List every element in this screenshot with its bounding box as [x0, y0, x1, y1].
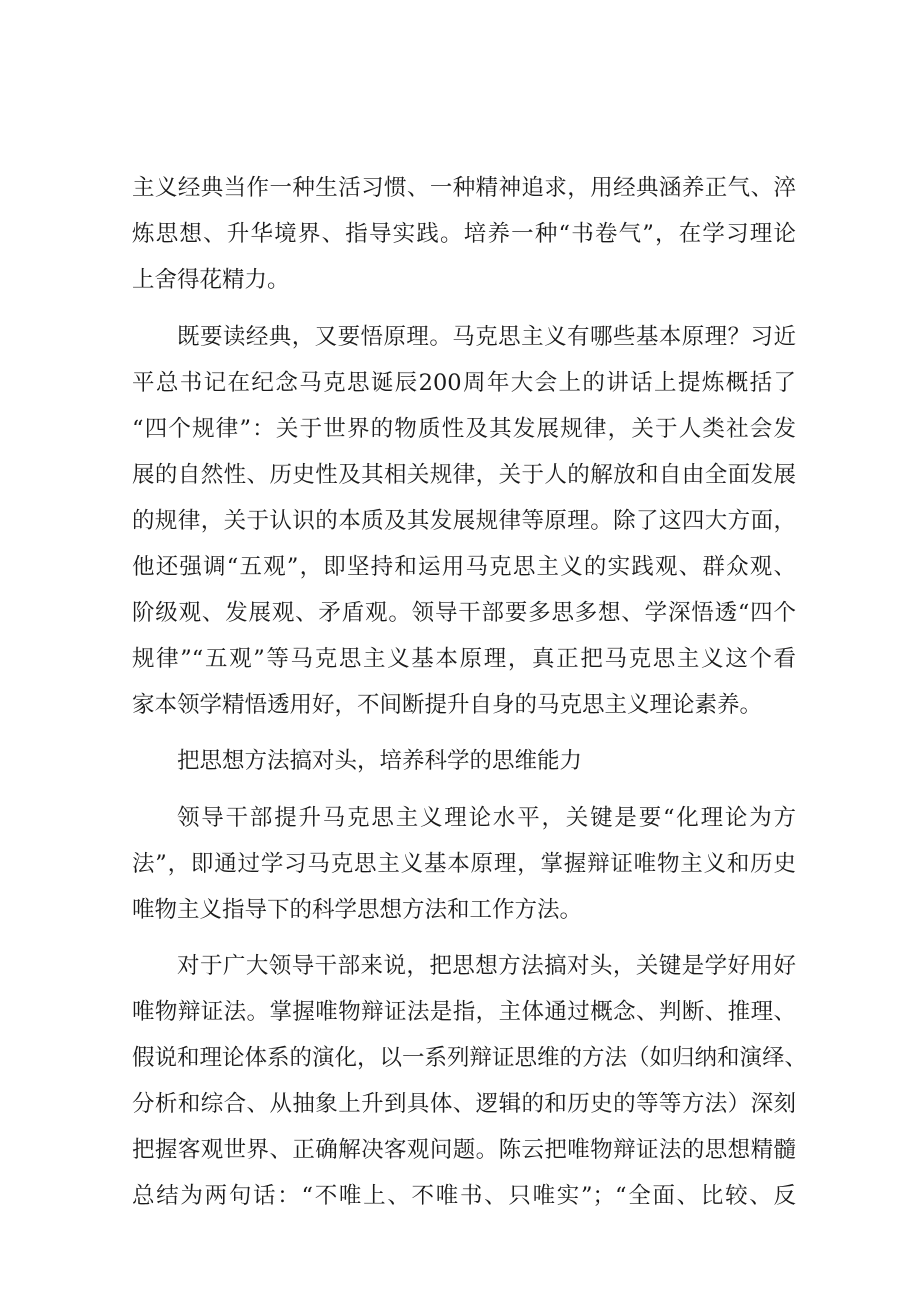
- text-line: 的规律，关于认识的本质及其发展规律等原理。除了这四大方面，: [132, 507, 796, 534]
- paragraph-2: [132, 314, 796, 728]
- paragraph-gap: [132, 728, 796, 739]
- text-line: 阶级观、发展观、矛盾观。领导干部要多思多想、学深悟透“四个: [132, 599, 796, 626]
- text-line: 平总书记在纪念马克思诞辰200周年大会上的讲话上提炼概括了: [132, 369, 796, 396]
- text-line: 规律”“五观”等马克思主义基本原理，真正把马克思主义这个看: [132, 645, 796, 672]
- text-line: 法”，即通过学习马克思主义基本原理，掌握辩证唯物主义和历史: [132, 850, 796, 877]
- text-line: 把握客观世界、正确解决客观问题。陈云把唯物辩证法的思想精髓: [132, 1137, 796, 1163]
- text-line: 家本领学精悟透用好，不间断提升自身的马克思主义理论素养。: [132, 691, 763, 718]
- text-line: 他还强调“五观”，即坚持和运用马克思主义的实践观、群众观、: [132, 553, 796, 580]
- text-line: 唯物辩证法。掌握唯物辩证法是指，主体通过概念、判断、推理、: [132, 999, 796, 1025]
- text-line: 主义经典当作一种生活习惯、一种精神追求，用经典涵养正气、淬: [132, 175, 796, 201]
- text-line: 上舍得花精力。: [132, 267, 290, 293]
- section-heading: [132, 738, 796, 784]
- paragraph-gap: [132, 303, 796, 314]
- text-line: 总结为两句话：“不唯上、不唯书、只唯实”；“全面、比较、反: [132, 1183, 796, 1209]
- text-line: 唯物主义指导下的科学思想方法和工作方法。: [132, 896, 583, 923]
- text-line: 展的自然性、历史性及其相关规律，关于人的解放和自由全面发展: [132, 461, 796, 488]
- text-line: 分析和综合、从抽象上升到具体、逻辑的和历史的等等方法）深刻: [132, 1091, 796, 1117]
- text-line: 假说和理论体系的演化，以一系列辩证思维的方法（如归纳和演绎、: [132, 1045, 808, 1071]
- paragraph-gap: [132, 784, 796, 795]
- text-line: 既要读经典，又要悟原理。马克思主义有哪些基本原理？习近: [177, 323, 796, 350]
- paragraph-1: [132, 165, 796, 303]
- text-line: 对于广大领导干部来说，把思想方法搞对头，关键是学好用好: [177, 953, 796, 979]
- document-body: [132, 165, 808, 1219]
- section-heading-text: 把思想方法搞对头，培养科学的思维能力: [177, 748, 583, 774]
- text-line: 领导干部提升马克思主义理论水平，关键是要“化理论为方: [177, 804, 796, 831]
- text-line: 炼思想、升华境界、指导实践。培养一种“书卷气”，在学习理论: [132, 221, 796, 247]
- text-line: “四个规律”：关于世界的物质性及其发展规律，关于人类社会发: [132, 415, 796, 442]
- paragraph-gap: [132, 933, 796, 944]
- paragraph-3: [132, 795, 796, 933]
- paragraph-4: [132, 943, 808, 1219]
